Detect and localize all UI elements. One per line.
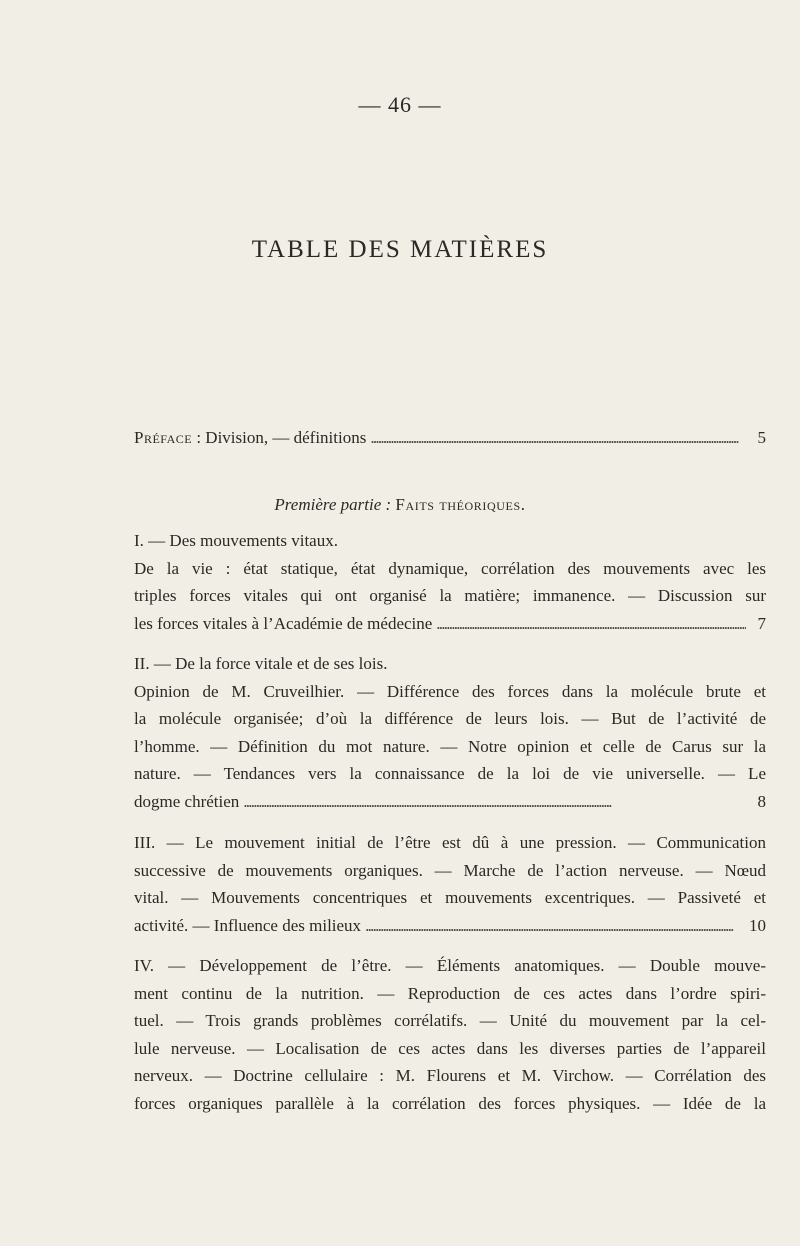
section-line: vital. — Mouvements concentriques et mouvements excentriques. — Passiveté et bbox=[134, 888, 766, 907]
part-label: Première partie : bbox=[274, 495, 392, 514]
page-ref: 10 bbox=[749, 915, 766, 935]
dot-leader bbox=[243, 788, 746, 816]
section-last-line: dogme chrétien bbox=[134, 791, 240, 811]
toc-section-1[interactable] bbox=[134, 527, 766, 637]
section-line: tuel. — Trois grands problèmes corrélatifs. — Unité du mouvement par la cel- bbox=[134, 1011, 766, 1030]
section-line: De la vie : état statique, état dynamique, corrélation des mouvements avec les bbox=[134, 558, 766, 578]
part-heading bbox=[0, 495, 800, 515]
section-line: nerveux. — Doctrine cellulaire : M. Flourens et M. Virchow. — Corrélation des bbox=[134, 1066, 766, 1085]
section-line: lule nerveuse. — Localisation de ces actes dans les diverses parties de l’appareil bbox=[134, 1038, 766, 1058]
section-line: triples forces vitales qui ont organisé la matière; immanence. — Discussion sur bbox=[134, 586, 766, 605]
toc-entry-preface[interactable] bbox=[134, 424, 766, 452]
section-heading: IV. — Développement de l’être. — Éléments anatomiques. — Double mouve- bbox=[134, 956, 766, 975]
section-heading: III. — Le mouvement initial de l’être est dû à une pression. — Communication bbox=[134, 833, 766, 852]
page-ref: 5 bbox=[757, 428, 766, 447]
toc-entry-line bbox=[134, 788, 766, 816]
section-line: forces organiques parallèle à la corrélation des forces physiques. — Idée de la bbox=[134, 1093, 766, 1113]
section-last-line: les forces vitales à l’Académie de médecine bbox=[134, 613, 433, 633]
page-ref: 7 bbox=[757, 613, 766, 633]
toc-section-4[interactable] bbox=[134, 952, 766, 1117]
section-line: Opinion de M. Cruveilhier. — Différence des forces dans la molécule brute et bbox=[134, 681, 766, 701]
toc-entry-line bbox=[134, 610, 766, 638]
section-line: l’homme. — Définition du mot nature. — Notre opinion et celle de Carus sur la bbox=[134, 736, 766, 756]
page-title: TABLE DES MATIÈRES bbox=[251, 236, 549, 263]
toc-entry-line bbox=[134, 424, 766, 452]
preface-label: Préface bbox=[134, 428, 193, 447]
section-last-line: activité. — Influence des milieux bbox=[134, 915, 362, 935]
section-line: la molécule organisée; d’où la différence de leurs lois. — But de l’activité de bbox=[134, 709, 766, 728]
toc-section-2[interactable] bbox=[134, 650, 766, 815]
dot-leader bbox=[370, 424, 746, 452]
section-heading: I. — Des mouvements vitaux. bbox=[134, 531, 338, 550]
section-line: successive de mouvements organiques. — Marche de l’action nerveuse. — Nœud bbox=[134, 860, 766, 880]
toc-section-3[interactable] bbox=[134, 829, 766, 939]
preface-text: : Division, — définitions bbox=[196, 428, 367, 447]
page-ref: 8 bbox=[757, 791, 766, 811]
section-line: ment continu de la nutrition. — Reproduction de ces actes dans l’ordre spiri- bbox=[134, 983, 766, 1003]
part-subtitle: Faits théoriques. bbox=[395, 495, 526, 514]
toc-entry-line bbox=[134, 912, 766, 940]
dot-leader bbox=[365, 912, 745, 940]
dot-leader bbox=[436, 610, 746, 638]
page-number: — 46 — bbox=[358, 92, 442, 117]
section-line: nature. — Tendances vers la connaissance de la loi de vie universelle. — Le bbox=[134, 764, 766, 783]
section-heading: II. — De la force vitale et de ses lois. bbox=[134, 654, 388, 673]
